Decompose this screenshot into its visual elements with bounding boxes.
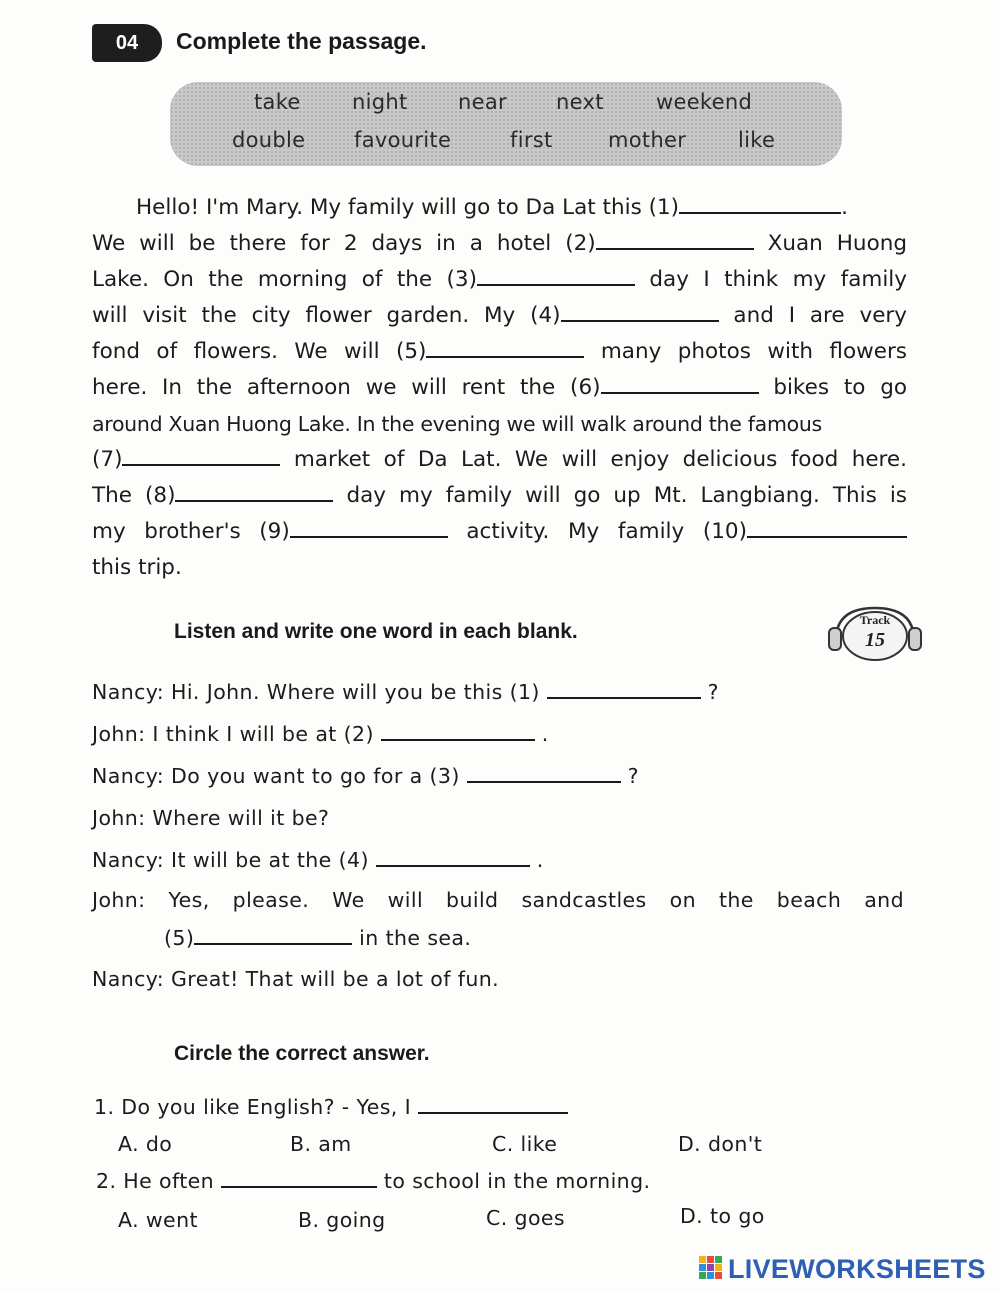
dialogue-line: John: I think I will be at (2) . [92, 722, 549, 746]
dialogue-line: Nancy: Hi. John. Where will you be this (1) ? [92, 680, 719, 704]
q1-option-a[interactable]: A. do [118, 1132, 173, 1156]
q2-option-c[interactable]: C. goes [486, 1206, 565, 1230]
word-bank-item: mother [608, 128, 687, 152]
q2-option-d[interactable]: D. to go [680, 1204, 765, 1228]
passage-line: this trip. [92, 555, 182, 580]
word-bank-item: weekend [656, 90, 753, 114]
listen-blank-5[interactable] [194, 925, 352, 945]
blank-5[interactable] [426, 338, 584, 358]
word-bank-item: night [352, 90, 408, 114]
dialogue-line: Nancy: Do you want to go for a (3) ? [92, 764, 639, 788]
section-title: Complete the passage. [176, 28, 427, 54]
word-bank-item: double [232, 128, 306, 152]
blank-10[interactable] [747, 518, 907, 538]
word-bank-item: like [738, 128, 776, 152]
word-bank-item: first [510, 128, 553, 152]
passage-line: Hello! I'm Mary. My family will go to Da Lat this (1) . [136, 195, 848, 220]
blank-3[interactable] [477, 266, 635, 286]
section-number-badge: 04 [92, 24, 162, 62]
listen-blank-2[interactable] [381, 721, 535, 741]
listening-instruction: Listen and write one word in each blank. [174, 620, 578, 643]
blank-7[interactable] [122, 446, 280, 466]
blank-6[interactable] [601, 374, 759, 394]
passage-line: We will be there for 2 days in a hotel (2) Xuan Huong [92, 231, 907, 256]
passage-line: my brother's (9) activity. My family (10) [92, 518, 907, 546]
q1-option-c[interactable]: C. like [492, 1132, 558, 1156]
passage-line: (7) market of Da Lat. We will enjoy delicious food here. [92, 447, 907, 472]
quiz-blank-1[interactable] [418, 1094, 568, 1114]
passage-line: Lake. On the morning of the (3) day I think my family [92, 267, 908, 292]
listen-blank-1[interactable] [547, 679, 701, 699]
question-2: 2. He often to school in the morning. [96, 1169, 651, 1193]
word-bank-item: near [458, 90, 507, 114]
dialogue-line: John: Where will it be? [92, 806, 330, 830]
liveworksheets-logo[interactable] [698, 1252, 986, 1286]
dialogue-line: Nancy: Great! That will be a lot of fun. [92, 967, 500, 991]
track-badge[interactable] [826, 602, 924, 662]
question-1: 1. Do you like English? - Yes, I [94, 1093, 568, 1121]
dialogue-line: Nancy: It will be at the (4) . [92, 848, 544, 872]
headphones-icon [826, 602, 924, 662]
liveworksheets-brand: LIVEWORKSHEETS [728, 1253, 986, 1284]
q2-option-b[interactable]: B. going [298, 1208, 386, 1232]
quiz-instruction: Circle the correct answer. [174, 1042, 430, 1065]
blank-9[interactable] [290, 518, 448, 538]
word-bank-item: favourite [354, 128, 452, 152]
blank-4[interactable] [561, 302, 719, 322]
word-bank-item: take [254, 90, 301, 114]
blank-2[interactable] [596, 230, 754, 250]
listen-blank-4[interactable] [376, 847, 530, 867]
passage-line: fond of flowers. We will (5) many photos with flowers [92, 339, 907, 364]
passage-line: here. In the afternoon we will rent the (6) bikes to go [92, 375, 907, 400]
blank-8[interactable] [175, 482, 333, 502]
passage-line: will visit the city flower garden. My (4) and I are very [92, 303, 907, 328]
q1-option-b[interactable]: B. am [290, 1132, 352, 1156]
passage-line: The (8) day my family will go up Mt. Langbiang. This is [92, 483, 907, 508]
passage-line: around Xuan Huong Lake. In the evening we will walk around the famous [92, 412, 822, 436]
track-number: 15 [865, 629, 885, 651]
liveworksheets-logo-icon [698, 1254, 724, 1284]
q1-option-d[interactable]: D. don't [678, 1132, 763, 1156]
track-label: Track [859, 613, 891, 627]
dialogue-line: (5) in the sea. [164, 926, 472, 950]
dialogue-line: John: Yes, please. We will build sandcastles on the beach and [92, 888, 904, 912]
quiz-blank-2[interactable] [221, 1168, 377, 1188]
listen-blank-3[interactable] [467, 763, 621, 783]
word-bank-item: next [556, 90, 604, 114]
blank-1[interactable] [679, 194, 841, 214]
q2-option-a[interactable]: A. went [118, 1208, 198, 1232]
